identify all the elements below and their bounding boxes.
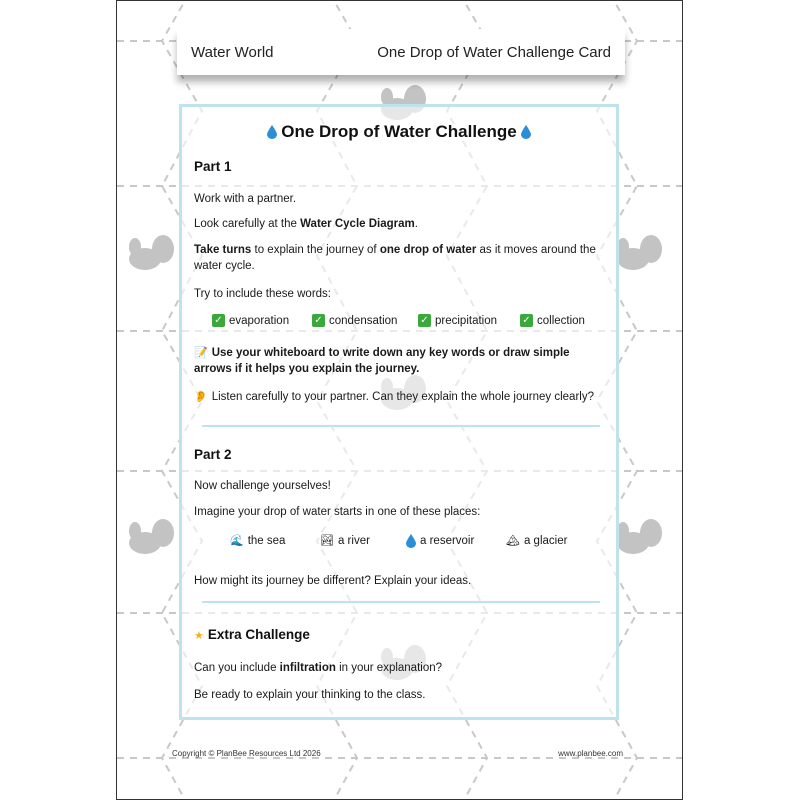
place-item: a reservoir (406, 534, 474, 548)
part2-heading: Part 2 (194, 447, 232, 462)
part1-line2: Look carefully at the Water Cycle Diagram. (194, 218, 418, 230)
word-item: ✓ precipitation (418, 314, 497, 327)
footer-copyright: Copyright © PlanBee Resources Ltd 2026 (172, 749, 321, 758)
place-item: 🏔 a glacier (506, 534, 568, 547)
section-divider (202, 601, 600, 603)
word-item: ✓ evaporation (212, 314, 289, 327)
worksheet-page (116, 0, 683, 800)
whiteboard-tip: 📝 Use your whiteboard to write down any key words or draw simple arrows if it helps you explain the journey. (194, 347, 570, 375)
landscape-icon: 🏞 (320, 535, 334, 547)
card-title-text: One Drop of Water Challenge (281, 122, 517, 141)
water-drop-icon (267, 125, 277, 139)
page-header (177, 29, 625, 75)
extra-line2: Be ready to explain your thinking to the class. (194, 689, 426, 701)
wave-icon: 🌊 (230, 535, 244, 547)
header-topic: Water World (191, 43, 274, 61)
extra-line1: Can you include infiltration in your explanation? (194, 662, 443, 674)
pencil-memo-icon: 📝 (194, 347, 208, 359)
water-drop-icon (521, 125, 531, 139)
part1-line4: Try to include these words: (194, 288, 331, 300)
mountain-icon: 🏔 (506, 535, 520, 547)
bee-watermark-icon (617, 519, 662, 554)
part2-line2: Imagine your drop of water starts in one of these places: (194, 506, 481, 518)
header-card-name: One Drop of Water Challenge Card (377, 43, 611, 61)
footer-url: www.planbee.com (558, 749, 623, 758)
listen-tip: 👂 Listen carefully to your partner. Can they explain the whole journey clearly? (194, 391, 594, 403)
checkmark-icon: ✓ (212, 314, 225, 327)
bee-watermark-icon (129, 235, 174, 270)
part1-line3: Take turns to explain the journey of one drop of water as it moves around the water cycle. (194, 244, 596, 272)
part1-line1: Work with a partner. (194, 193, 297, 205)
bee-watermark-icon (617, 235, 662, 270)
challenge-card (179, 104, 619, 720)
water-drop-icon (406, 534, 416, 548)
extra-heading: ★ Extra Challenge (194, 627, 310, 642)
card-title (182, 122, 616, 142)
ear-icon: 👂 (194, 391, 208, 403)
place-item: 🌊 the sea (230, 534, 286, 547)
word-item: ✓ condensation (312, 314, 397, 327)
word-item: ✓ collection (520, 314, 585, 327)
checkmark-icon: ✓ (418, 314, 431, 327)
part1-heading: Part 1 (194, 159, 232, 174)
checkmark-icon: ✓ (312, 314, 325, 327)
part2-line1: Now challenge yourselves! (194, 480, 331, 492)
star-icon: ★ (194, 630, 204, 642)
section-divider (202, 425, 600, 427)
bee-watermark-icon (129, 519, 174, 554)
place-item: 🏞 a river (320, 534, 370, 547)
checkmark-icon: ✓ (520, 314, 533, 327)
part2-line3: How might its journey be different? Explain your ideas. (194, 575, 472, 587)
